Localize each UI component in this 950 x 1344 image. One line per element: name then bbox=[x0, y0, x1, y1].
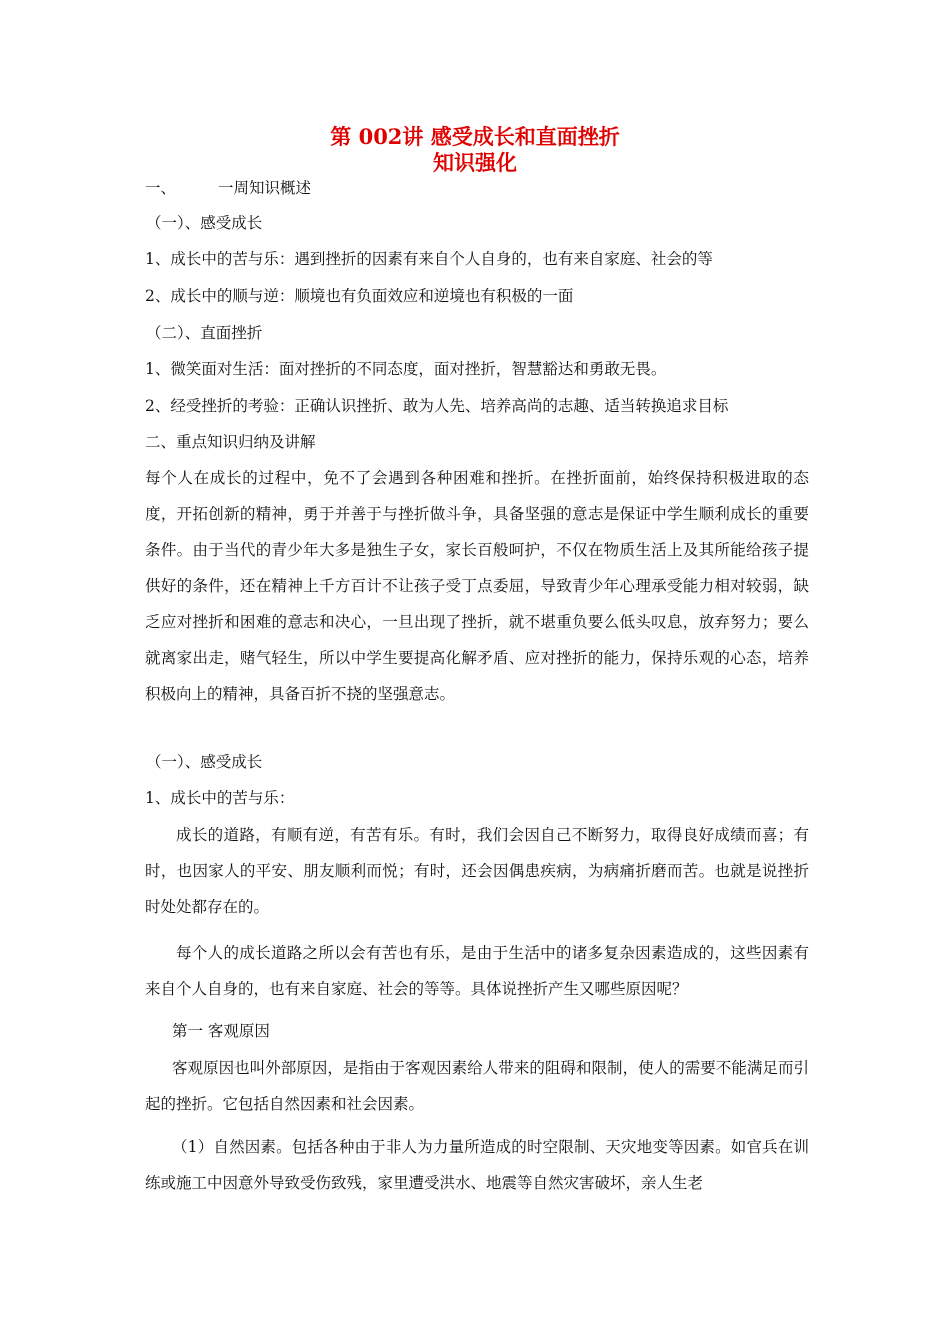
section-1-sub-2-item-2: 2、经受挫折的考验：正确认识挫折、敢为人先、培养高尚的志趣、适当转换追求目标 bbox=[145, 397, 729, 415]
paragraph-objective-causes: 客观原因也叫外部原因，是指由于客观因素给人带来的阻碍和限制，使人的需要不能满足而引起的挫折。它包括自然因素和社会因素。 bbox=[145, 1059, 809, 1113]
paragraph-causes-intro: 每个人的成长道路之所以会有苦也有乐，是由于生活中的诸多复杂因素造成的，这些因素有来自个人自身的，也有来自家庭、社会的等等。具体说挫折产生又哪些原因呢？ bbox=[145, 944, 809, 998]
document-subtitle: 知识强化 bbox=[433, 150, 517, 175]
paragraph-natural-factors: （1）自然因素。包括各种由于非人为力量所造成的时空限制、天灾地变等因素。如官兵在训练或施工中因意外导致受伤致残，家里遭受洪水、地震等自然灾害破坏，亲人生老 bbox=[145, 1138, 809, 1192]
section-2-item-1: 1、成长中的苦与乐： bbox=[145, 789, 295, 807]
section-1-sub-2-item-1: 1、微笑面对生活：面对挫折的不同态度，面对挫折，智慧豁达和勇敢无畏。 bbox=[145, 360, 667, 378]
paragraph-joys-and-sorrows: 成长的道路，有顺有逆，有苦有乐。有时，我们会因自己不断努力，取得良好成绩而喜；有时，也因家人的平安、朋友顺利而悦；有时，还会因偶患疾病，为病痛折磨而苦。也就是说挫折时处处都存在的。 bbox=[145, 826, 809, 916]
objective-causes-heading: 第一 客观原因 bbox=[172, 1022, 270, 1040]
section-1-number: 一、 bbox=[145, 179, 177, 197]
section-1-sub-1: （一）、感受成长 bbox=[146, 214, 263, 232]
section-1-title: 一周知识概述 bbox=[218, 179, 312, 197]
section-1-heading bbox=[145, 177, 825, 199]
section-2-heading: 二、重点知识归纳及讲解 bbox=[145, 433, 316, 451]
section-1-sub-2: （二）、直面挫折 bbox=[146, 324, 263, 342]
section-1-sub-1-item-1: 1、成长中的苦与乐：遇到挫折的因素有来自个人自身的，也有来自家庭、社会的等 bbox=[145, 250, 713, 268]
section-2-intro-paragraph: 每个人在成长的过程中，免不了会遇到各种困难和挫折。在挫折面前，始终保持积极进取的态度，开拓创新的精神，勇于并善于与挫折做斗争，具备坚强的意志是保证中学生顺利成长的重要条件。由于当代的青少年大多是独生子女，家长百般呵护，不仅在物质生活上及其所能给孩子提供好的条件，还在精神上千方百计不让孩子受丁点委屈，导致青少年心理承受能力相对较弱，缺乏应对挫折和困难的意志和决心，一旦出现了挫折，就不堪重负要么低头叹息，放弃努力；要么就离家出走，赌气轻生，所以中学生要提高化解矛盾、应对挫折的能力，保持乐观的心态，培养积极向上的精神，具备百折不挠的坚强意志。 bbox=[145, 469, 809, 703]
document-title: 第 002讲 感受成长和直面挫折 bbox=[330, 124, 620, 149]
section-2-sub-1: （一）、感受成长 bbox=[146, 753, 263, 771]
section-1-sub-1-item-2: 2、成长中的顺与逆：顺境也有负面效应和逆境也有积极的一面 bbox=[145, 287, 574, 305]
